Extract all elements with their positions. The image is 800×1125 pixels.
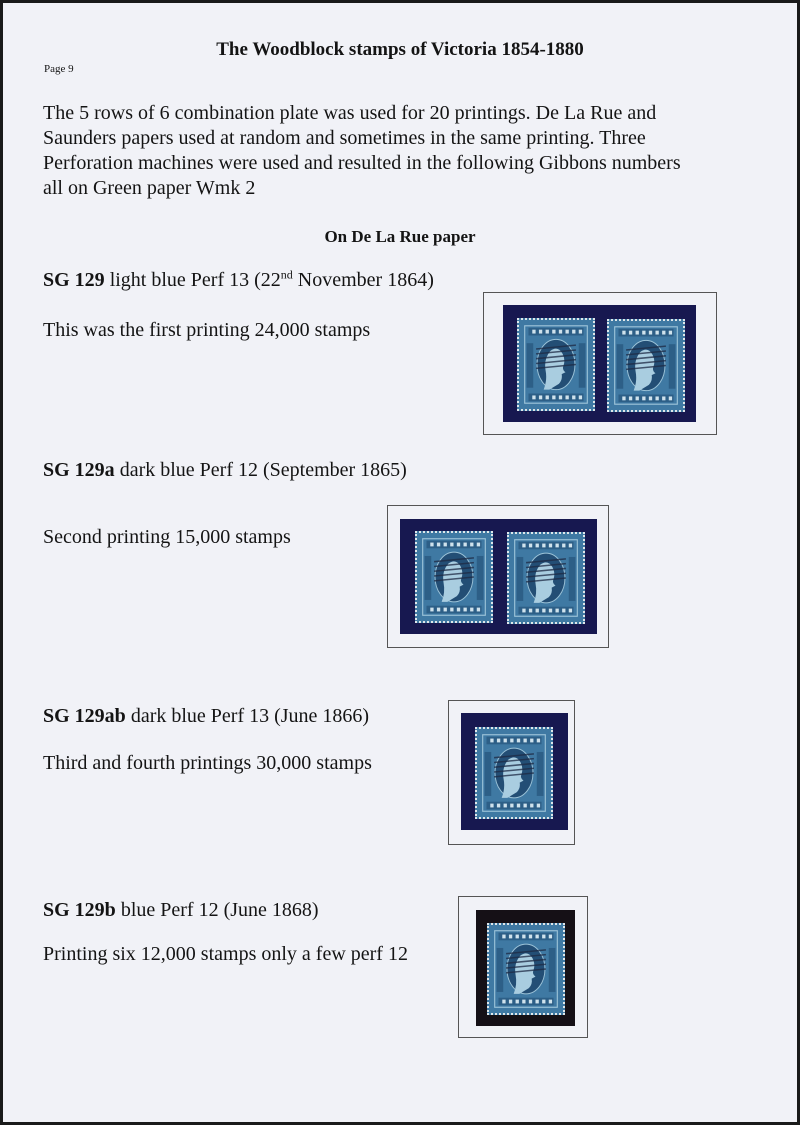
stamp-image [607,319,685,412]
entry-heading-sg129 [43,269,434,292]
entry-note-sg129ab: Third and fourth printings 30,000 stamps [43,752,372,774]
entry-description: light blue Perf 13 (22 [104,269,281,291]
entry-description: dark blue Perf 12 (September 1865) [114,459,407,481]
entry-description: blue Perf 12 (June 1868) [115,899,319,921]
stamp-mount-sg129ab [448,700,575,845]
ordinal-suffix: nd [280,267,293,282]
entry-note-sg129b: Printing six 12,000 stamps only a few perf 12 [43,943,408,965]
stamp-mount-sg129 [483,292,717,435]
stamp-design [609,321,683,410]
stamp-image [517,318,595,411]
sg-number: SG 129b [43,899,116,921]
stamp-image [487,923,565,1015]
entry-heading-sg129a [43,459,407,482]
stamp-image [507,532,585,624]
stamp-card [461,713,568,830]
entry-note-sg129a: Second printing 15,000 stamps [43,526,291,548]
stamp-design [477,729,551,817]
stamp-image [475,727,553,819]
stamp-design [519,320,593,409]
section-heading: On De La Rue paper [324,227,476,246]
entry-heading-sg129b [43,899,319,922]
stamp-mount-sg129b [458,896,588,1038]
entry-description-end: November 1864) [292,269,434,291]
stamp-card [400,519,597,634]
page-title: The Woodblock stamps of Victoria 1854-1880 [216,39,584,60]
intro-line-4: all on Green paper Wmk 2 [43,177,256,199]
stamp-design [509,534,583,622]
sg-number: SG 129ab [43,705,126,727]
entry-note-sg129: This was the first printing 24,000 stamps [43,319,371,341]
entry-description: dark blue Perf 13 (June 1866) [125,705,370,727]
entry-heading-sg129ab [43,705,369,728]
sg-number: SG 129 [43,269,105,291]
intro-line-1: The 5 rows of 6 combination plate was used for 20 printings. De La Rue and [43,102,657,124]
stamp-design [489,925,563,1013]
album-page [3,3,797,1122]
intro-line-2: Saunders papers used at random and sometimes in the same printing. Three [43,127,646,149]
stamp-image [415,531,493,623]
intro-line-3: Perforation machines were used and resulted in the following Gibbons numbers [43,152,681,174]
page-number: Page 9 [44,63,74,75]
sg-number: SG 129a [43,459,115,481]
stamp-card [503,305,696,422]
stamp-card [476,910,575,1026]
stamp-design [417,533,491,621]
stamp-mount-sg129a [387,505,609,648]
intro-paragraph [43,101,743,201]
